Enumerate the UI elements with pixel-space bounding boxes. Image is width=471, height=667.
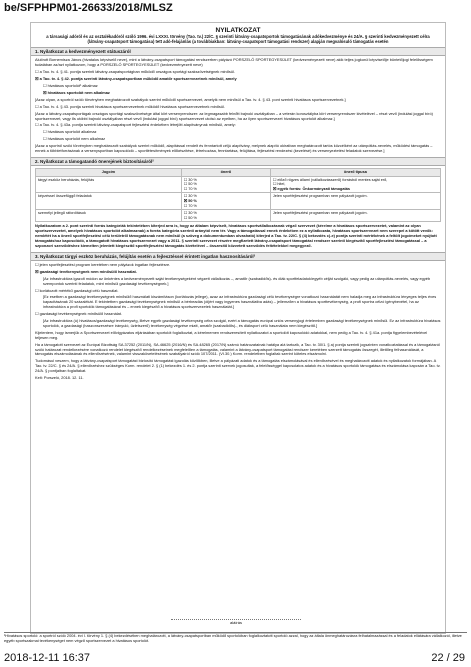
s3-option-4: ☐ gazdasági tevékenységnek minősülő használat. [35, 311, 122, 317]
declaration-document [30, 22, 446, 634]
note-3: [Azaz a sportról szóló törvényben meghatározott szabályok szerint működő, alapítással rendelt és fenntartott céljú alapítvány, melynek alapító okiratban meghatározott tartós közcélként az utánpótlás-nevelés, működési támogatás – ennek a többletforrásának a versenysportban kapcsolódó – sportlétesítmények előkészítése, létrehozása, fenntartása, felújítása, fejlesztési rendezési (kezelésé) és versenyeztetési feladatok szervezése.] [35, 143, 433, 154]
row-2-jogcim: képzéssel összefüggő feladatok [36, 193, 182, 210]
s3-option-1: ☐ jelen sportfejlesztési program keretében nem pályázok ingatlan fejlesztésre. [35, 261, 171, 267]
row-1-forras-1: ☐ előző rögzes állami (vállalkozásszerű) forrásból mentes saját erő, [272, 177, 388, 182]
document-id: be/SFPHPM01-26633/2018/MLSZ [4, 2, 173, 14]
row-2-onero-1: ☐ 30 % [183, 194, 197, 199]
col-forras: önerő típusa [270, 169, 440, 177]
place-date: Kelt: Porszeló, 2018. 12. 11. [35, 375, 84, 381]
s3-note-2: [Az infrastruktúra igazolt módon az önkéntes a kedvezményezett saját tevékenységeként végzett vállalkozás –, amatőr (szabadidős)- és diák sportfeladatok/egyéb célját szolgáló, vagy pedig az utánpótlás-nevelés, vagy egyéb szempontok szerinti feladatok, mint minősül gazdasági tevékenységnek.] [43, 275, 431, 286]
row-1-onero-1: ☐ 30 % [183, 177, 197, 182]
section-2-paragraph: Nyilatkozatom a 2. pont szerinti forrás kategóriák tekintetében kiterjed arra is, hogy az általam képviselt, hivatásos sportvállalkozásnak végző szervezet (kérelme a hivatásos sportszervezetet, valamint az olyan sportszervezetet, amelyek hivatásos sportolót alkalmaznak) a forrás kategória szerinti aránytól nem tér. Vagy a támogatással ennek érdekében ez a nyilatkozata, hivatásos sportszervezet nem szerepel a kötött vevők: nemlétét ha a önerő sportfejlesztési célú területről támogatásnak nem minősül (a szöveg a dokumentumban olvasható) kiterjed a Tao. tv. 22/C. § (4) bekezdés c)-e) pontja szerinti mértékének a feltölt jogcímeket nyújtott támogatáshoz kapcsolódó, a támogatott hivatásos sportszervezet vagy a 2011. § szerinti szervezet részére megfizetett látvány-csapatsport támogatási rendszer szerinti kiegészítő sportfejlesztési támogatással – a szponzori szerződéshez kiemelten jelentett kiegészítő sportfejlesztési támogatás kivételével – összesítő közvetett szerződés feltételekkel megegyező. [35, 223, 437, 248]
col-jogcim: Jogcím [36, 169, 182, 177]
option-b: ☒ a Tao. tv. 4. § 42. pontja szerinti látvány-csapatsportban működő amatőr sportszervezetnek minősül, amely [35, 76, 237, 82]
s3-option-3: ☐ korlátozott mértékű gazdasági célú használat. [35, 287, 119, 293]
footnote: ¹Hivatásos sportoló: a sportról szóló 2004. évi I. törvény 1. § (4) bekezdésében meghatározott, a látvány-csapatsportban működő sportolóban foglalkoztatott sportoló azzal, hogy az általa önmeghatározásra felhatalmazással és a feladatok ellátására vállalkozói, illetve egyéb sportszakmai tevékenységet nem végző sportszervezet a hivatásos sportolót. [4, 633, 462, 643]
row-1-forras-2: ☐ hitel, [272, 182, 286, 187]
section-1-heading: 1. Nyilatkozat a kedvezményezett státuszáról [31, 47, 445, 56]
note-2: [Azaz a látvány-csapatsportágak országos sportági szakszövetsége által kiírt versenyrendszer: az legmagasabb felnőtt bajnoki osztályában – a veterán korosztályba kiírt versenyrendszer kivételével – részt vevő (indulási joggal bíró) sportszervezet, vagy ős utóbbi bajnoki osztályában részt vevő (indulási joggal bíró) sportszervezet utolsó az eyelben, ha az ilyen sportszervezet hivatásos sportolót alkalmaz.] [35, 110, 433, 121]
signature-line: aláírás [171, 619, 301, 625]
option-d-2: ☐ hivatásos sportolót nem alkalmaz [43, 136, 106, 142]
row-1-onero-3: ☐ 70 % [183, 186, 197, 191]
section-3-heading: 3. Nyilatkozat tárgyi eszköz beruházás, felújítás esetén a fejlesztéssel érintett ingatlan hasznosításáról³ [31, 252, 445, 261]
s3-paragraph-2: Ha a támogatott szervezet az Európai Bizottság SA.37252 (2011/N), SA.46625 (2016/N) és SA.48265 (2017/N) számú határozatainak hatálya alá tartozik, a Tao. tv. 30/1. § a) pontja szerinti jogszinten vonatkoztatással és a támogatásról szóló határozat rendelkezésére vonatkozó rendelet kiegészítő rendelkezéseinek megfelelően a támogatás, valamint a látvány-csapatsport támogatási rendszer keretében szerzett támogatás összegét, illetőleg felhasználását, a támogatás elszámolásának és ellenőrzésének, valamint visszakövetelésének szabályairól szóló 107/2011. (VI.30.) Korm. rendeletben foglaltak szerint köteles elszámolni. [35, 341, 440, 357]
option-d: ☐ a Tao. tv. 4. § 43a. pontja szerinti látvány-csapatsport fejlesztési érdekében létrejött alapítványnak minősül, amely: [35, 122, 236, 128]
s3-paragraph-1: Kijelentem, hogy ismerjük a Sportszervezet elővigyázatos eljárásában sportolót foglalkoztat, a kérelmemen rendszeresített nyilatkozatot a sportolóit kapcsolódó adatokkal, nem pedig a Tao. tv. 4. § 41a. pontja figyelembevételével teljesen meg. [35, 329, 428, 340]
s3-option-2: ☒ gazdasági tevékenységnek nem minősülő használat. [35, 268, 137, 274]
own-funds-table [35, 168, 441, 222]
row-3-forras: Jelen sportfejlesztési programban nem pályázott jogcím. [270, 210, 440, 222]
row-1-jogcim: tárgyi eszköz beruházás, felújítás [36, 176, 182, 193]
row-1-forras [270, 176, 440, 193]
row-2-onero-3: ☐ 70 % [183, 203, 197, 208]
row-2-onero-2: ☒ 50 % [183, 198, 197, 203]
row-1-forras-3: ☒ egyéb forrás: Önkormányzati támogatás [272, 186, 350, 191]
document-title: NYILATKOZAT [215, 27, 261, 34]
row-3-jogcim: személyi jellegű ráfordítások [36, 210, 182, 222]
option-a: ☐ a Tao. tv. 4. § 41. pontja szerinti látvány-csapatsportágban működő országos sportági szakszövetségnek minősül. [35, 69, 235, 75]
row-1-onero-2: ☐ 50 % [183, 182, 197, 187]
page-number: 22 / 29 [431, 652, 465, 664]
section-1-intro: Alulírott Bornemisza János (hivatalos képviselő neve), mint a látvány-csapatsport támogatási rendszerben pályázó PORSZELÓ SPORTEGYESÜLET (kedvezményezett neve) akik teljes jogkorúl képviselője büntetőjogi felelősségem tudatában az/azt nyilatkozom, hogy a PORSZELÓ SPORTEGYESÜLET (kedvezményezett neve) [35, 57, 433, 68]
table-row [36, 176, 441, 193]
s3-note-4: [Az infrastruktúra (ú) hivatásos/gazdasági tevékenység, illetve egyéb gazdasági tevékenység célra szolgál, ezért a támogatás európai uniós versenyjogi értelemben gazdasági tevékenységnek minősül. Ez az infrastruktúra hivatásos sportolók, a gazdasági (haszonszerzésre irányuló, üzletszerű) tevékenység végzése miatt, amatőr (szabadidős)-, és diáksport célú használata nem kiegészítő.] [43, 318, 441, 328]
row-2-forras: Jelen sportfejlesztési programban nem pályázott jogcím. [270, 193, 440, 210]
option-b-2: ☒ hivatásos sportolót nem alkalmaz [43, 89, 110, 95]
print-timestamp: 2018-12-11 16:37 [4, 652, 91, 664]
row-3-onero [181, 210, 270, 222]
row-1-onero [181, 176, 270, 193]
section-2-heading: 2. Nyilatkozat a támogatandó önerejének biztosításáról² [31, 157, 445, 166]
option-b-1: ☐ hivatásos sportolót¹ alkalmaz [43, 83, 98, 89]
note-1: [Azaz olyan, a sportról szóló törvényben meghatározott szabályok szerint működő sportszervezet, amelyik nem minősül a Tao. tv. 4. § 43. pont szerinti hivatásos sportszervezetnek.] [35, 96, 346, 102]
document-subtitle: a társasági adóról és az osztalékadóról szóló 1996. évi LXXXI. törvény (Tao. tv.) 22/C. § szerinti látvány-csapatsportok támogatásának adókedvezménye és 24/A. § szerinti kedvezményezett célra (látvány-csapatsport támogatása) tett adó-felajánlás (a továbbiakban: látvány-csapatsport támogatási rendszer) alapján megvalósuló támogatás esetén [46, 34, 430, 45]
table-row [36, 193, 441, 210]
s3-paragraph-3: Tudomásul veszem, hogy a látvány-csapatsport támogatást biztosító támogatást igazolás közlőkben, illetve a pályázati adatok és a támogatás elszámolásával és ellenőrzésével és meghatározott adatok és nyilatkozatok formájában. A Tao. tv. 22/C. § és 24/A. § ellenőrzéshez szükséges Korm. rendelet 2. § (1) bekezdés 1. és 2. pontja szerinti szervek jogosultak, a felelősséggel kapcsolatos adatok és a hivatásos sportolók támogatása és elszámolása kapcsán a Tao. tv. 24/A. § pontjaiban foglaltakat. [35, 358, 441, 374]
row-2-onero [181, 193, 270, 210]
table-row [36, 210, 441, 222]
s3-note-3: [Ez esetben a gazdasági tevékenységnek minősülő használati kiszámításon (korlátozás jellege), azaz az infrastruktúra gazdasági célú tevékenységre vonatkozó használatát nem haladja meg az infrastruktúra lényeges teljes éves kapacitásának 20 százalékát. E tekintetben gazdasági tevékenységnek minősül a bérbeadás (díjért vagy ingyenes használatba adás) – jellemzően a hivatásos sporttevékenység, a profi sportra célzó igénybevétel, ha az infrastruktúra a profi sportolók támogatásával és – ennek kiegészítő a hivatásos sportszervezetek használatát.] [43, 294, 437, 310]
option-c: ☐ a Tao. tv. 4. § 43. pontja szerinti hivatásos sportszervezetnek működő hivatásos sportszervezetnek minősül. [35, 103, 225, 109]
row-3-onero-1: ☐ 30 % [183, 211, 197, 216]
table-header [36, 169, 441, 177]
option-d-1: ☐ hivatásos sportolót alkalmaz [43, 129, 97, 135]
row-3-onero-2: ☐ 50 % [183, 215, 197, 220]
col-onero: önerő [181, 169, 270, 177]
